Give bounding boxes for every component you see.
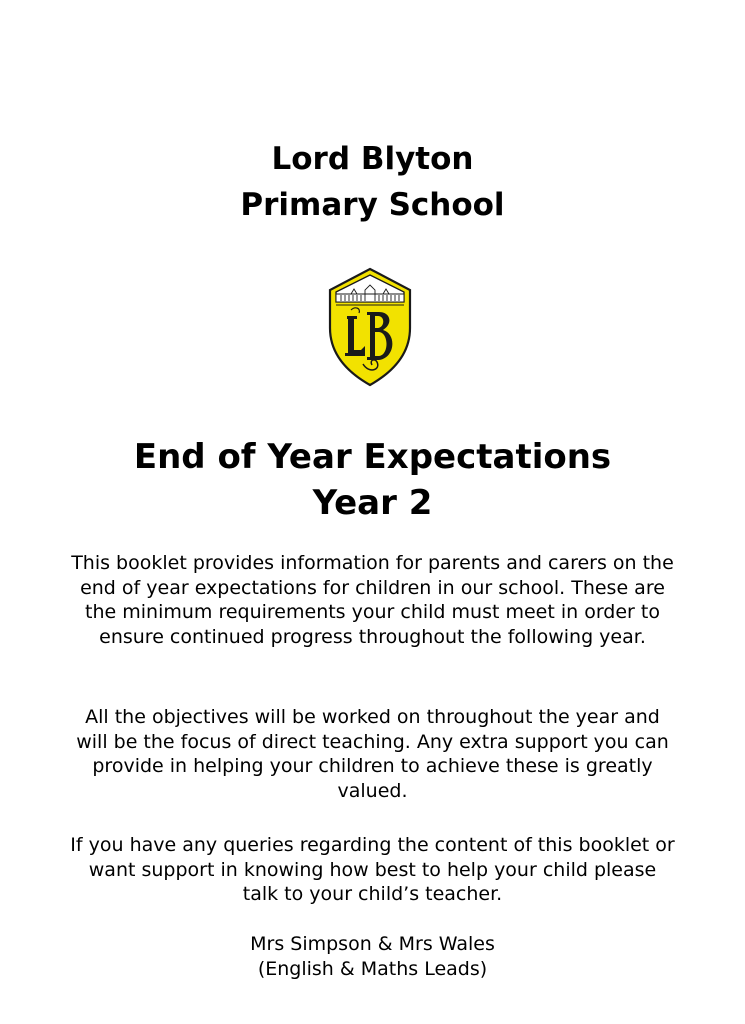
document-title (0, 434, 745, 526)
signoff-names: Mrs Simpson & Mrs Wales (250, 933, 495, 955)
document-title-line2: Year 2 (312, 483, 433, 523)
objectives-paragraph: All the objectives will be worked on throughout the year and will be the focus of direct teaching. Any extra support you can provide in helping your children to achieve these is greatly valued. (76, 706, 669, 802)
school-name-line2: Primary School (240, 187, 505, 223)
document-title-line1: End of Year Expectations (133, 437, 612, 477)
intro-paragraph: This booklet provides information for parents and carers on the end of year expectations for children in our school. These are the minimum requirements your child must meet in order to ensure continued progress throughout the following year. (71, 552, 674, 648)
signoff (0, 932, 745, 982)
school-crest-icon (327, 266, 413, 388)
school-name-line1: Lord Blyton (271, 141, 474, 177)
signoff-role: (English & Maths Leads) (257, 958, 488, 980)
queries-paragraph: If you have any queries regarding the content of this booklet or want support in knowing how best to help your child please talk to your child’s teacher. (70, 834, 675, 906)
school-name (0, 136, 745, 228)
